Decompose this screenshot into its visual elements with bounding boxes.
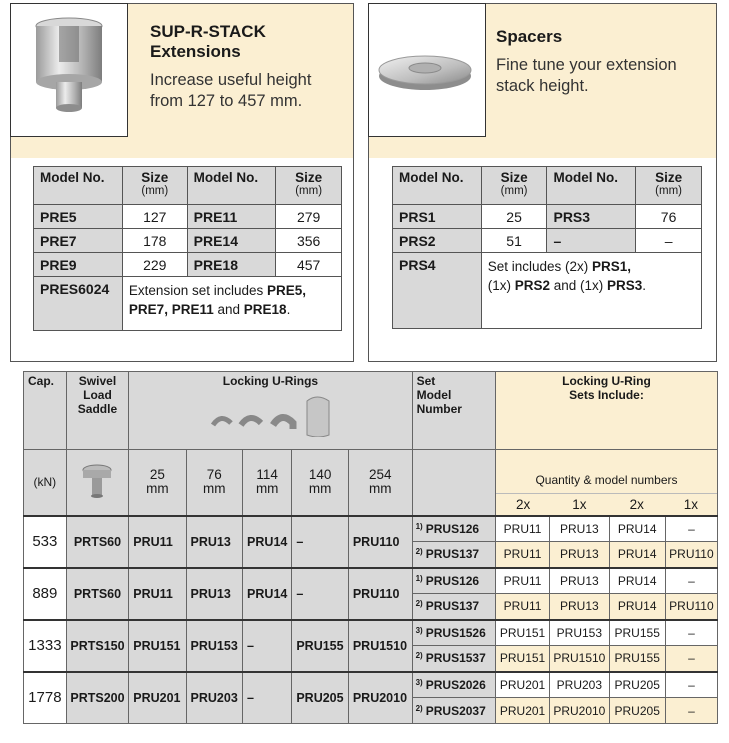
th-size: Size (mm)	[636, 167, 702, 205]
ring-cell: PRU1510	[348, 620, 412, 672]
model-cell: PRE9	[34, 253, 123, 277]
set-item-cell: PRU205	[609, 698, 665, 724]
size-cell: 178	[122, 229, 187, 253]
size-cell: 356	[276, 229, 342, 253]
set-item-cell: PRU203	[550, 672, 609, 698]
ring-cell: –	[243, 672, 292, 724]
set-item-cell: –	[665, 672, 717, 698]
set-model-cell: $^{3)}$ PRUS2026	[412, 672, 495, 698]
capacity-cell: 533	[24, 516, 67, 568]
capacity-cell: 1333	[24, 620, 67, 672]
ring-cell: PRU13	[186, 568, 243, 620]
ring-cell: PRU110	[348, 516, 412, 568]
th-size: Size (mm)	[481, 167, 547, 205]
ring-cell: PRU11	[129, 516, 186, 568]
locking-u-rings-table	[23, 371, 718, 724]
set-item-cell: PRU13	[550, 568, 609, 594]
th-qty-1x: 1x	[683, 496, 699, 512]
spacers-title: Spacers	[496, 27, 563, 46]
set-item-cell: PRU110	[665, 594, 717, 620]
model-cell: PRE14	[187, 229, 276, 253]
model-cell: PRE5	[34, 205, 123, 229]
size-cell: 76	[636, 205, 702, 229]
set-item-cell: PRU155	[609, 646, 665, 672]
ring-cell: PRU14	[243, 516, 292, 568]
set-item-cell: –	[665, 646, 717, 672]
th-model: Model No.	[547, 167, 636, 205]
set-model-cell: $^{2)}$ PRUS137	[412, 594, 495, 620]
set-item-cell: PRU201	[495, 698, 549, 724]
size-cell: 127	[122, 205, 187, 229]
table-row	[24, 620, 718, 646]
set-item-cell: –	[665, 698, 717, 724]
ring-cell: PRU151	[129, 620, 186, 672]
th-ring-size: 114 mm	[243, 450, 292, 516]
set-model-cell: $^{3)}$ PRUS1526	[412, 620, 495, 646]
set-item-cell: PRU151	[495, 646, 549, 672]
ring-cell: PRU14	[243, 568, 292, 620]
ring-cell: –	[292, 516, 349, 568]
spacers-description: Fine tune your extension stack height.	[496, 56, 677, 95]
set-item-cell: PRU14	[609, 542, 665, 568]
set-item-cell: PRU201	[495, 672, 549, 698]
set-item-cell: PRU155	[609, 620, 665, 646]
set-model-cell: $^{2)}$ PRUS137	[412, 542, 495, 568]
size-cell: –	[636, 229, 702, 253]
ring-cell: PRU205	[292, 672, 349, 724]
saddle-image	[66, 450, 129, 516]
th-cap: Cap.	[24, 372, 67, 450]
ring-cell: PRU2010	[348, 672, 412, 724]
saddle-cell: PRTS150	[66, 620, 129, 672]
size-cell: 229	[122, 253, 187, 277]
th-set-model: Set Model Number	[412, 372, 495, 450]
extension-image	[10, 3, 128, 137]
model-cell: PRS3	[547, 205, 636, 229]
extensions-title: SUP-R-STACK	[150, 22, 266, 41]
ring-cell: PRU110	[348, 568, 412, 620]
ring-cell: –	[292, 568, 349, 620]
set-item-cell: PRU13	[550, 594, 609, 620]
spacers-panel	[368, 3, 717, 362]
set-model-cell: PRES6024	[34, 277, 123, 331]
set-model-cell: $^{1)}$ PRUS126	[412, 516, 495, 542]
table-row	[24, 672, 718, 698]
model-cell: PRS2	[393, 229, 482, 253]
set-item-cell: PRU151	[495, 620, 549, 646]
model-cell: –	[547, 229, 636, 253]
th-rings: Locking U-Rings	[129, 372, 412, 450]
set-item-cell: PRU11	[495, 568, 549, 594]
ring-cell: PRU153	[186, 620, 243, 672]
ring-cell: PRU11	[129, 568, 186, 620]
set-item-cell: PRU11	[495, 594, 549, 620]
set-item-cell: PRU153	[550, 620, 609, 646]
set-item-cell: PRU13	[550, 516, 609, 542]
set-item-cell: –	[665, 568, 717, 594]
set-item-cell: PRU14	[609, 568, 665, 594]
set-item-cell: PRU2010	[550, 698, 609, 724]
table-row	[24, 568, 718, 594]
ring-cell: –	[243, 620, 292, 672]
set-item-cell: PRU11	[495, 516, 549, 542]
set-note: Extension set includes PRE5, PRE7, PRE11 and PRE18.	[122, 277, 341, 331]
set-model-cell: $^{2)}$ PRUS1537	[412, 646, 495, 672]
model-cell: PRS1	[393, 205, 482, 229]
extensions-panel	[10, 3, 354, 362]
th-sets-include: Locking U-Ring Sets Include:	[495, 372, 717, 450]
set-item-cell: PRU110	[665, 542, 717, 568]
set-item-cell: PRU11	[495, 542, 549, 568]
set-note: Set includes (2x) PRS1, (1x) PRS2 and (1x) PRS3.	[481, 253, 701, 329]
model-cell: PRE11	[187, 205, 276, 229]
saddle-cell: PRTS60	[66, 568, 129, 620]
u-rings-image	[195, 391, 345, 437]
set-item-cell: PRU14	[609, 594, 665, 620]
set-model-cell: PRS4	[393, 253, 482, 329]
set-model-cell: $^{1)}$ PRUS126	[412, 568, 495, 594]
size-cell: 25	[481, 205, 547, 229]
ring-cell: PRU155	[292, 620, 349, 672]
th-size: Size (mm)	[276, 167, 342, 205]
capacity-cell: 1778	[24, 672, 67, 724]
table-row	[24, 516, 718, 542]
th-ring-size: 140 mm	[292, 450, 349, 516]
ring-cell: PRU201	[129, 672, 186, 724]
th-size: Size (mm)	[122, 167, 187, 205]
th-saddle: Swivel Load Saddle	[66, 372, 129, 450]
model-cell: PRE7	[34, 229, 123, 253]
set-item-cell: PRU13	[550, 542, 609, 568]
size-cell: 457	[276, 253, 342, 277]
th-qty: Quantity & model numbers 2x 1x 2x 1x	[495, 450, 717, 516]
set-item-cell: –	[665, 620, 717, 646]
set-item-cell: PRU14	[609, 516, 665, 542]
extensions-table	[33, 166, 342, 331]
set-item-cell: PRU1510	[550, 646, 609, 672]
set-model-cell: $^{2)}$ PRUS2037	[412, 698, 495, 724]
th-model: Model No.	[187, 167, 276, 205]
extensions-subtitle: Extensions	[150, 42, 241, 61]
model-cell: PRE18	[187, 253, 276, 277]
th-model: Model No.	[393, 167, 482, 205]
saddle-cell: PRTS200	[66, 672, 129, 724]
th-ring-size: 76 mm	[186, 450, 243, 516]
th-qty-2x: 2x	[629, 496, 644, 512]
saddle-cell: PRTS60	[66, 516, 129, 568]
size-cell: 51	[481, 229, 547, 253]
th-ring-size: 254 mm	[348, 450, 412, 516]
th-qty-1x: 1x	[572, 496, 587, 512]
th-qty-2x: 2x	[515, 496, 531, 512]
capacity-cell: 889	[24, 568, 67, 620]
set-item-cell: PRU205	[609, 672, 665, 698]
ring-cell: PRU203	[186, 672, 243, 724]
th-model: Model No.	[34, 167, 123, 205]
extensions-description: Increase useful height from 127 to 457 mm.	[150, 71, 312, 110]
spacers-table	[392, 166, 702, 329]
set-item-cell: –	[665, 516, 717, 542]
spacer-image	[368, 3, 486, 137]
size-cell: 279	[276, 205, 342, 229]
ring-cell: PRU13	[186, 516, 243, 568]
th-cap-unit: (kN)	[24, 450, 67, 516]
th-ring-size: 25 mm	[129, 450, 186, 516]
